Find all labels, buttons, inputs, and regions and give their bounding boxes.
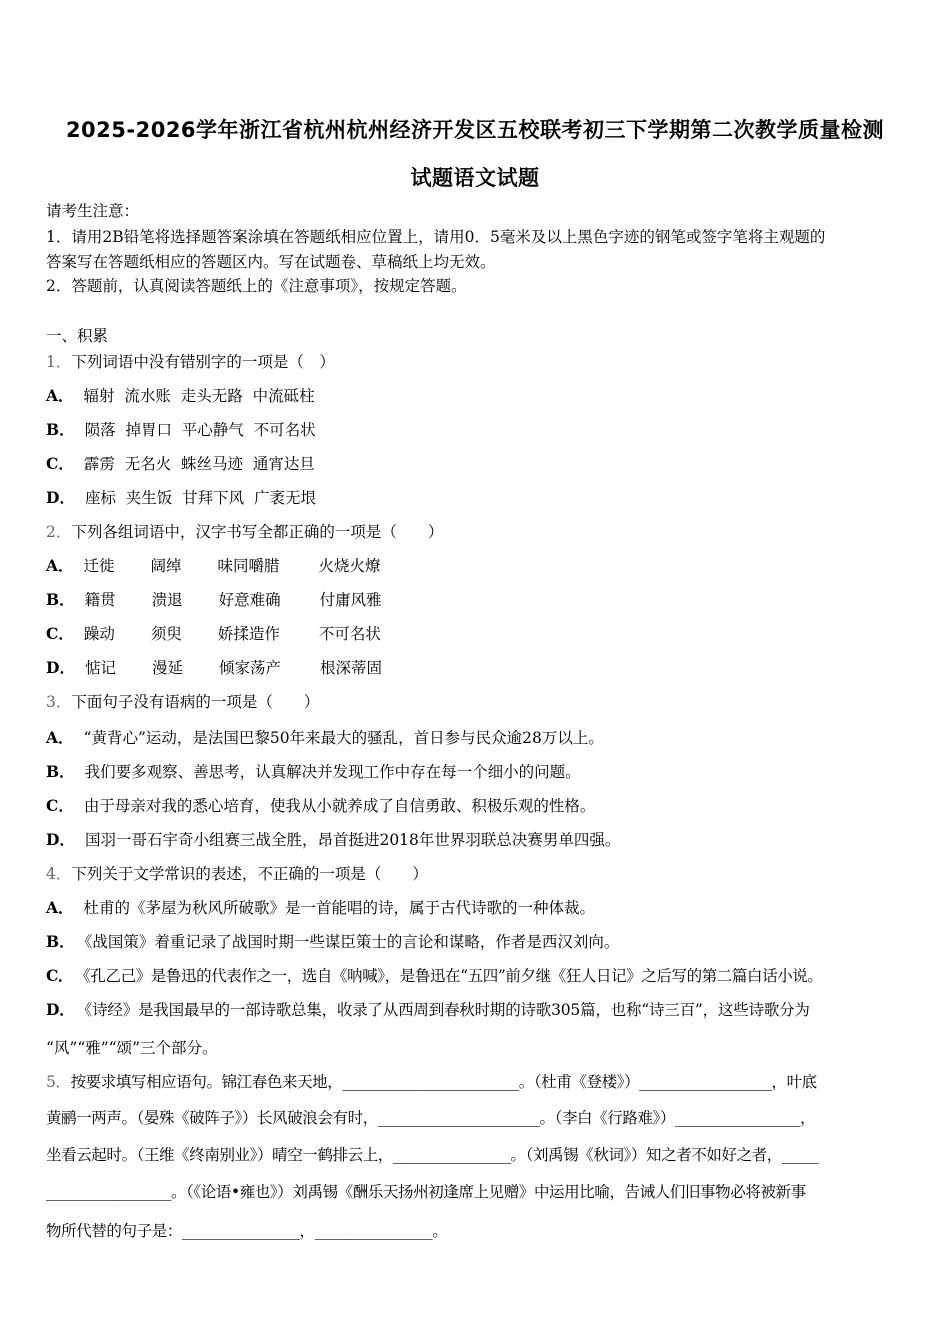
question-number: 5． bbox=[46, 1073, 71, 1091]
option-text: 陨落 掉胃口 平心静气 不可名状 bbox=[84, 421, 316, 439]
question-number: 4． bbox=[46, 865, 72, 883]
option-word: 好意难确 bbox=[218, 591, 281, 609]
question-3-stem bbox=[46, 692, 319, 712]
option-text: 《诗经》是我国最早的一部诗歌总集，收录了从西周到春秋时期的诗歌305篇，也称“诗三百”，这些诗歌分为 bbox=[84, 1001, 810, 1019]
option bbox=[46, 420, 316, 440]
option-label: D． bbox=[46, 830, 75, 849]
option bbox=[46, 932, 619, 952]
option-word: 漫延 bbox=[151, 659, 183, 677]
option-label: A． bbox=[46, 386, 74, 405]
option-word: 惦记 bbox=[84, 659, 116, 677]
option-continuation: “风”“雅”“颂”三个部分。 bbox=[46, 1039, 218, 1057]
notice-heading: 请考生注意： bbox=[46, 202, 140, 220]
notice-line: 答案写在答题纸相应的答题区内。写在试题卷、草稿纸上均无效。 bbox=[46, 253, 496, 271]
option bbox=[46, 830, 620, 850]
option bbox=[46, 386, 315, 406]
option-text: “黄背心”运动，是法国巴黎50年来最大的骚乱，首日参与民众逾28万以上。 bbox=[83, 729, 604, 747]
option-text: 我们要多观察、善思考，认真解决并发现工作中存在每一个细小的问题。 bbox=[84, 763, 581, 781]
option-word: 阔绰 bbox=[150, 557, 182, 575]
section-heading: 一、积累 bbox=[46, 327, 109, 345]
option bbox=[46, 966, 823, 986]
option bbox=[46, 488, 316, 508]
option-word: 躁动 bbox=[83, 625, 115, 643]
option-label: A． bbox=[46, 898, 74, 917]
question-5-line: 物所代替的句子是：________________，________________。 bbox=[46, 1222, 448, 1240]
option bbox=[46, 624, 381, 644]
notice-line: 1．请用2B铅笔将选择题答案涂填在答题纸相应位置上，请用0．5毫米及以上黑色字迹的钢笔或签字笔将主观题的 bbox=[46, 228, 826, 246]
question-1-stem bbox=[46, 352, 335, 372]
option-word: 娇揉造作 bbox=[217, 625, 280, 643]
question-number: 1． bbox=[46, 353, 72, 371]
notice-line: 2．答题前，认真阅读答题纸上的《注意事项》，按规定答题。 bbox=[46, 277, 467, 295]
option-label: C． bbox=[46, 796, 74, 815]
option bbox=[46, 796, 595, 816]
option bbox=[46, 898, 595, 918]
option-label: B． bbox=[46, 420, 75, 439]
question-text: 下列词语中没有错别字的一项是（ ） bbox=[71, 353, 335, 371]
option-text: 杜甫的《茅屋为秋风所破歌》是一首能唱的诗，属于古代诗歌的一种体裁。 bbox=[83, 899, 596, 917]
document-subtitle: 试题语文试题 bbox=[410, 166, 540, 190]
option-label: A． bbox=[46, 556, 74, 575]
question-text: 按要求填写相应语句。锦江春色来天地，________________________。（杜甫《登楼》）__________________，叶底 bbox=[70, 1073, 817, 1091]
option-text: 霹雳 无名火 蛛丝马迹 通宵达旦 bbox=[83, 455, 315, 473]
option bbox=[46, 556, 381, 576]
option-label: C． bbox=[46, 454, 74, 473]
option bbox=[46, 590, 382, 610]
option-word: 迁徙 bbox=[83, 557, 115, 575]
question-2-stem bbox=[46, 522, 443, 542]
option-word: 根深蒂固 bbox=[319, 659, 382, 677]
option-label: D． bbox=[46, 488, 75, 507]
option-label: C． bbox=[46, 966, 74, 985]
question-5-line: 坐看云起时。（王维《终南别业》）晴空一鹤排云上，________________。（刘禹锡《秋词》）知之者不如好之者，_____ bbox=[46, 1146, 819, 1164]
option bbox=[46, 728, 604, 748]
question-number: 2． bbox=[46, 523, 72, 541]
option-label: B． bbox=[46, 762, 75, 781]
option-word: 味同嚼腊 bbox=[217, 557, 280, 575]
option-label: B． bbox=[46, 590, 75, 609]
option-word: 倾家荡产 bbox=[218, 659, 281, 677]
option-text: 国羽一哥石宇奇小组赛三战全胜，昂首挺进2018年世界羽联总决赛男单四强。 bbox=[84, 831, 621, 849]
option-text: 《孔乙己》是鲁迅的代表作之一，选自《呐喊》，是鲁迅在“五四”前夕继《狂人日记》之后写的第二篇白话小说。 bbox=[83, 967, 823, 985]
question-5-line: _________________。（《论语•雍也》）刘禹锡《酬乐天扬州初逢席上见赠》中运用比喻，告诫人们旧事物必将被新事 bbox=[46, 1183, 806, 1201]
option bbox=[46, 454, 315, 474]
option bbox=[46, 658, 382, 678]
option-word: 溃退 bbox=[151, 591, 183, 609]
question-number: 3． bbox=[46, 693, 72, 711]
question-5-line: 黄鹂一两声。（晏殊《破阵子》）长风破浪会有时，______________________。（李白《行路难》）_________________， bbox=[46, 1109, 816, 1127]
option bbox=[46, 1000, 810, 1020]
question-text: 下面句子没有语病的一项是（ ） bbox=[71, 693, 320, 711]
option-word: 付庸风雅 bbox=[319, 591, 382, 609]
option-word: 籍贯 bbox=[84, 591, 116, 609]
option-word: 须臾 bbox=[150, 625, 182, 643]
option-label: B． bbox=[46, 932, 75, 951]
option-word: 火烧火燎 bbox=[318, 557, 381, 575]
option-label: C． bbox=[46, 624, 74, 643]
question-text: 下列各组词语中，汉字书写全都正确的一项是（ ） bbox=[71, 523, 444, 541]
question-4-stem bbox=[46, 864, 428, 884]
option-label: D． bbox=[46, 1000, 75, 1019]
option-label: D． bbox=[46, 658, 75, 677]
question-text: 下列关于文学常识的表述，不正确的一项是（ ） bbox=[71, 865, 428, 883]
option-label: A． bbox=[46, 728, 74, 747]
question-5-line bbox=[46, 1072, 817, 1092]
option-text: 辐射 流水账 走头无路 中流砥柱 bbox=[83, 387, 315, 405]
option-text: 座标 夹生饭 甘拜下风 广袤无垠 bbox=[84, 489, 317, 507]
option-text: 由于母亲对我的悉心培育，使我从小就养成了自信勇敢、积极乐观的性格。 bbox=[83, 797, 596, 815]
option-word: 不可名状 bbox=[318, 625, 381, 643]
option bbox=[46, 762, 581, 782]
document-title: 2025-2026学年浙江省杭州杭州经济开发区五校联考初三下学期第二次教学质量检测 bbox=[65, 118, 885, 142]
option-text: 《战国策》着重记录了战国时期一些谋臣策士的言论和谋略，作者是西汉刘向。 bbox=[84, 933, 620, 951]
